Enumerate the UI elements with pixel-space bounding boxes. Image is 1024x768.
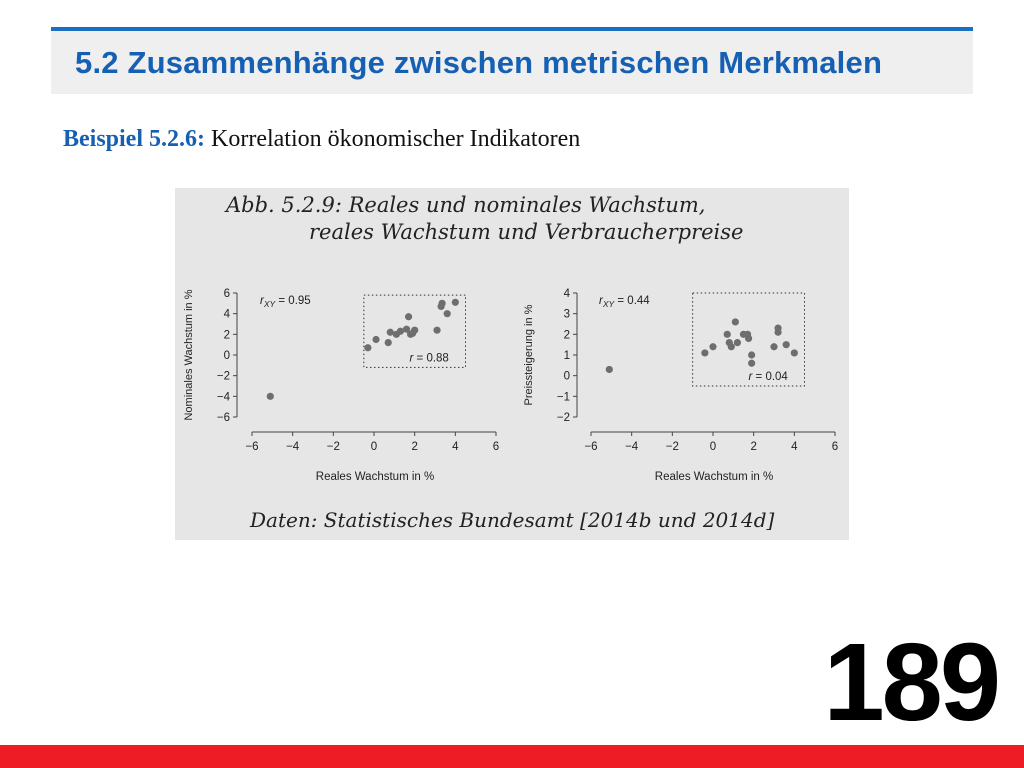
correlation-label-all: $r_{XY} = 0.95$ bbox=[260, 295, 311, 309]
data-point bbox=[452, 299, 459, 306]
x-tick-label: 2 bbox=[411, 441, 418, 453]
x-tick-label: 2 bbox=[750, 441, 757, 453]
scatter-chart-nominal-vs-real bbox=[183, 288, 499, 483]
y-tick-label: 6 bbox=[223, 288, 230, 300]
y-tick-label: 0 bbox=[223, 350, 230, 362]
data-point bbox=[439, 300, 446, 307]
x-tick-label: 6 bbox=[831, 441, 839, 453]
data-point bbox=[372, 336, 379, 343]
x-tick-label: −2 bbox=[326, 441, 340, 453]
y-axis-label: Nominales Wachstum in % bbox=[183, 289, 195, 421]
x-tick-label: 0 bbox=[709, 441, 717, 453]
x-tick-label: 0 bbox=[370, 441, 378, 453]
data-point bbox=[774, 329, 781, 336]
y-tick-label: 2 bbox=[223, 329, 230, 342]
scatter-chart-prices-vs-real bbox=[523, 288, 838, 483]
y-tick-label: −4 bbox=[216, 391, 230, 404]
data-point bbox=[770, 343, 777, 350]
figure-caption-line2: reales Wachstum und Verbraucherpreise bbox=[309, 220, 744, 244]
data-point bbox=[267, 393, 274, 400]
y-tick-label: −2 bbox=[556, 412, 570, 424]
x-tick-label: −4 bbox=[625, 441, 639, 453]
data-point bbox=[701, 349, 708, 356]
y-tick-label: 1 bbox=[563, 350, 570, 362]
y-tick-label: 0 bbox=[563, 370, 570, 383]
data-point bbox=[364, 344, 371, 351]
x-tick-label: −2 bbox=[665, 441, 679, 453]
data-point bbox=[444, 310, 451, 317]
data-point bbox=[385, 339, 392, 346]
x-axis-label: Reales Wachstum in % bbox=[654, 471, 774, 483]
data-point bbox=[397, 328, 404, 335]
data-point bbox=[411, 327, 418, 334]
data-point bbox=[405, 313, 412, 320]
data-point bbox=[783, 341, 790, 348]
x-tick-label: −6 bbox=[245, 441, 259, 453]
y-tick-label: −6 bbox=[216, 412, 230, 424]
x-tick-label: 4 bbox=[452, 441, 459, 453]
y-tick-label: 4 bbox=[223, 308, 230, 321]
y-tick-label: −1 bbox=[556, 391, 570, 404]
data-point bbox=[748, 351, 755, 358]
x-axis-label: Reales Wachstum in % bbox=[315, 471, 435, 483]
correlation-label-inset: r = 0.04 bbox=[748, 371, 788, 383]
x-tick-label: −4 bbox=[286, 441, 300, 453]
x-tick-label: 4 bbox=[791, 441, 798, 453]
example-heading bbox=[63, 126, 580, 153]
y-tick-label: 3 bbox=[563, 308, 570, 321]
page-number: 189 bbox=[823, 621, 998, 744]
data-point bbox=[606, 366, 613, 373]
x-tick-label: 6 bbox=[492, 441, 500, 453]
data-point bbox=[433, 327, 440, 334]
y-tick-label: 2 bbox=[563, 329, 570, 342]
data-point bbox=[745, 335, 752, 342]
figure-source: Daten: Statistisches Bundesamt [2014b und 2014d] bbox=[250, 508, 775, 532]
figure-caption-line1: Abb. 5.2.9: Reales und nominales Wachstum, bbox=[226, 193, 706, 217]
correlation-label-inset: r = 0.88 bbox=[409, 352, 449, 365]
data-point bbox=[748, 360, 755, 367]
data-point bbox=[728, 343, 735, 350]
y-tick-label: −2 bbox=[216, 370, 230, 383]
x-tick-label: −6 bbox=[584, 441, 598, 453]
example-label: Beispiel 5.2.6: bbox=[63, 126, 205, 152]
data-point bbox=[732, 318, 739, 325]
y-tick-label: 4 bbox=[563, 288, 570, 300]
example-text: Korrelation ökonomischer Indikatoren bbox=[205, 126, 581, 152]
y-axis-label: Preissteigerung in % bbox=[523, 304, 535, 406]
data-point bbox=[791, 349, 798, 356]
data-point bbox=[724, 331, 731, 338]
correlation-label-all: $r_{XY} = 0.44$ bbox=[599, 295, 650, 309]
footer-bar bbox=[0, 745, 1024, 768]
slide-title: 5.2 Zusammenhänge zwischen metrischen Merkmalen bbox=[75, 45, 883, 80]
figure-svg bbox=[175, 188, 849, 540]
data-point bbox=[387, 329, 394, 336]
data-point bbox=[709, 343, 716, 350]
figure-panel bbox=[175, 188, 849, 540]
data-point bbox=[734, 339, 741, 346]
